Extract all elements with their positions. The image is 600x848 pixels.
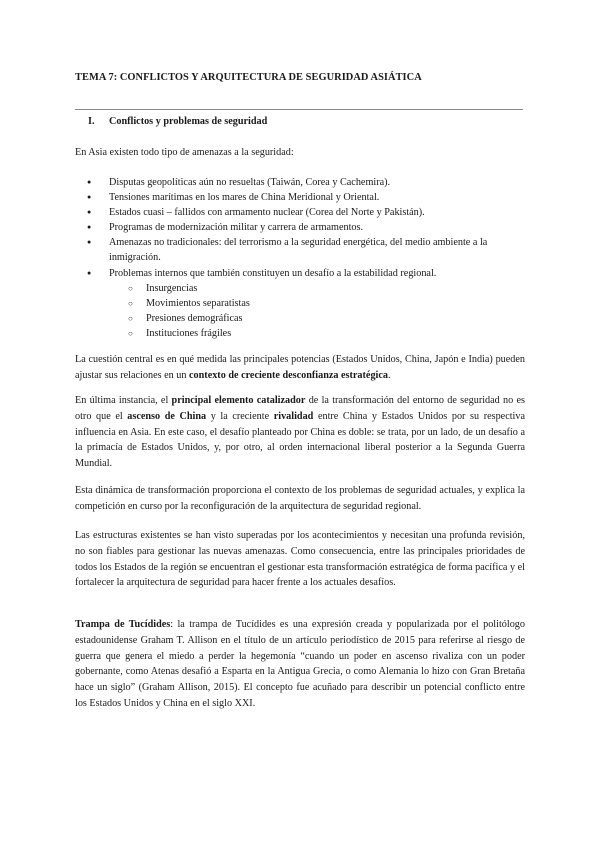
sub-list-item: ○ Insurgencias bbox=[109, 281, 527, 296]
list-item: ● Disputas geopolíticas aún no resueltas (Taiwán, Corea y Cachemira). bbox=[75, 175, 527, 190]
page-title: TEMA 7: CONFLICTOS Y ARQUITECTURA DE SEGURIDAD ASIÁTICA bbox=[75, 72, 422, 83]
threats-list bbox=[75, 175, 527, 341]
internal-problems-list bbox=[109, 281, 527, 341]
horizontal-rule bbox=[75, 109, 523, 110]
sub-list-item: ○ Instituciones frágiles bbox=[109, 326, 527, 341]
emphasis: contexto de creciente desconfianza estratégica bbox=[189, 369, 388, 381]
list-item: ● Estados cuasi – fallidos con armamento nuclear (Corea del Norte y Pakistán). bbox=[75, 205, 527, 220]
list-item: ● Amenazas no tradicionales: del terrorismo a la seguridad energética, del medio ambiente a la inmigración. bbox=[75, 235, 527, 265]
paragraph-structures: Las estructuras existentes se han visto superadas por los acontecimientos y necesitan una profunda revisión, no son fiables para gestionar las nuevas amenazas. Como consecuencia, entre las principales prioridades de todos los Estados de la región se encuentran el gestionar esta transformación estratégica de forma pacífica y el fortalecer la arquitectura de seguridad para hacer frente a los actuales desafíos. bbox=[75, 530, 525, 589]
section-number: I. bbox=[88, 116, 95, 127]
intro-paragraph: En Asia existen todo tipo de amenazas a la seguridad: bbox=[75, 147, 294, 158]
section-heading bbox=[88, 116, 267, 127]
sub-list-item: ○ Movimientos separatistas bbox=[109, 296, 527, 311]
emphasis: principal elemento catalizador bbox=[171, 395, 306, 406]
sub-list-item: ○ Presiones demográficas bbox=[109, 311, 527, 326]
paragraph-central-question: La cuestión central es en qué medida las principales potencias (Estados Unidos, China, Japón e India) pueden ajustar sus relaciones en un contexto de creciente desconfianza estratégica. bbox=[75, 354, 525, 381]
emphasis: rivalidad bbox=[273, 410, 314, 422]
section-title: Conflictos y problemas de seguridad bbox=[109, 116, 268, 127]
term-thucydides-trap: Trampa de Tucídides bbox=[75, 619, 171, 630]
list-item: ● Programas de modernización militar y carrera de armamentos. bbox=[75, 220, 527, 235]
list-item: ● Problemas internos que también constituyen un desafío a la estabilidad regional. ○ Insurgencias ○ Movimientos separatistas ○ Presiones demográficas ○ Instituciones frágiles bbox=[75, 266, 527, 341]
emphasis: ascenso de China bbox=[127, 410, 207, 422]
list-item: ● Tensiones marítimas en los mares de China Meridional y Oriental. bbox=[75, 190, 527, 205]
paragraph-thucydides-trap: Trampa de Tucídides: la trampa de Tucídides es una expresión creada y popularizada por el politólogo estadounidense Graham T. Allison en el título de un artículo periodístico de 2015 para referirse al riesgo de guerra que genera el miedo a perder la hegemonía “cuando un poder en ascenso rivaliza con un poder gobernante, como Atenas desafió a Esparta en la Antigua Grecia, o como Alemania lo hizo con Gran Bretaña hace un siglo” (Graham Allison, 2015). El concepto fue acuñado para describir un potencial conflicto entre los Estados Unidos y China en el siglo XXI. bbox=[75, 619, 525, 709]
paragraph-catalyst: En última instancia, el principal elemento catalizador de la transformación del entorno de seguridad no es otro que el ascenso de China y la creciente rivalidad entre China y Estados Unidos por su respectiva influencia en Asia. En este caso, el desafío planteado por China es doble: se trata, por un lado, de un desafío a la primacía de Estados Unidos, y, por otro, al orden internacional liberal posterior a la Segunda Guerra Mundial. bbox=[75, 395, 525, 470]
paragraph-dynamics: Esta dinámica de transformación proporciona el contexto de los problemas de seguridad actuales, y explica la competición en curso por la reconfiguración de la arquitectura de seguridad regional. bbox=[75, 485, 525, 512]
